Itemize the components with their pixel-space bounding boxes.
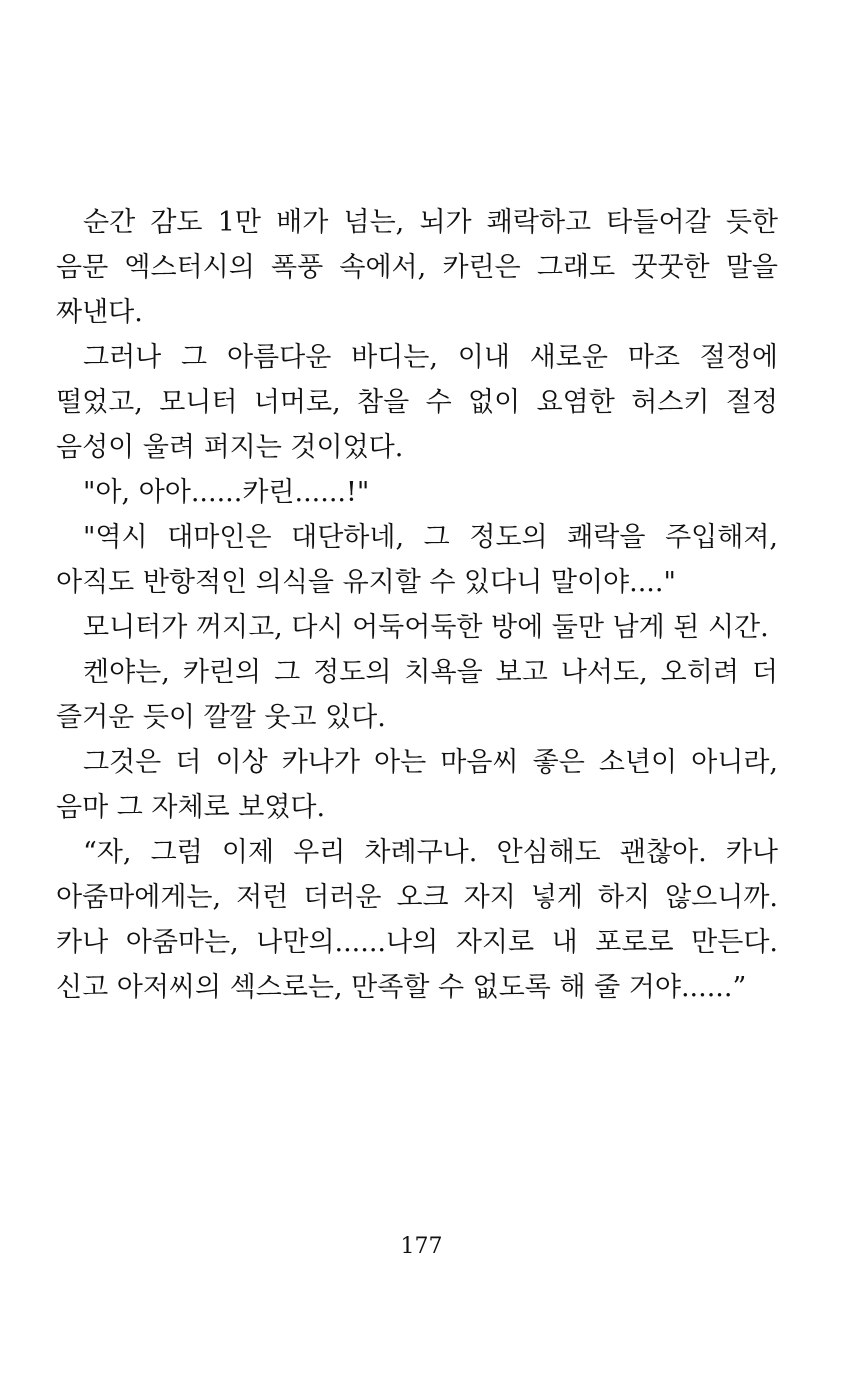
paragraph-6: 켄야는, 카린의 그 정도의 치욕을 보고 나서도, 오히려 더 즐거운 듯이 깔깔 웃고 있다. — [56, 657, 778, 733]
paragraph-7: 그것은 더 이상 카나가 아는 마음씨 좋은 소년이 아니라, 음마 그 자체로 보였다. — [56, 747, 778, 823]
paragraph-8: “자, 그럼 이제 우리 차례구나. 안심해도 괜찮아. 카나 아줌마에게는, 저런 더러운 오크 자지 넣게 하지 않으니까. 카나 아줌마는, 나만의......나의 자지로 내 포로로 만든다. 신고 아저씨의 섹스로는, 만족할 수 없도록 해 줄 거야......” — [56, 837, 778, 1003]
page-number: 177 — [400, 1234, 443, 1259]
paragraph-5: 모니터가 꺼지고, 다시 어둑어둑한 방에 둘만 남게 된 시간. — [83, 612, 769, 643]
paragraph-1: 순간 감도 1만 배가 넘는, 뇌가 쾌락하고 타들어갈 듯한 음문 엑스터시의 폭풍 속에서, 카린은 그래도 꿋꿋한 말을 짜낸다. — [56, 207, 778, 328]
paragraph-4: "역시 대마인은 대단하네, 그 정도의 쾌락을 주입해져, 아직도 반항적인 의식을 유지할 수 있다니 말이야...." — [56, 522, 778, 598]
paragraph-2: 그러나 그 아름다운 바디는, 이내 새로운 마조 절정에 떨었고, 모니터 너머로, 참을 수 없이 요염한 허스키 절정 음성이 울려 퍼지는 것이었다. — [56, 342, 778, 463]
body-text — [56, 200, 778, 1010]
paragraph-3: "아, 아아......카린......!" — [83, 477, 370, 508]
